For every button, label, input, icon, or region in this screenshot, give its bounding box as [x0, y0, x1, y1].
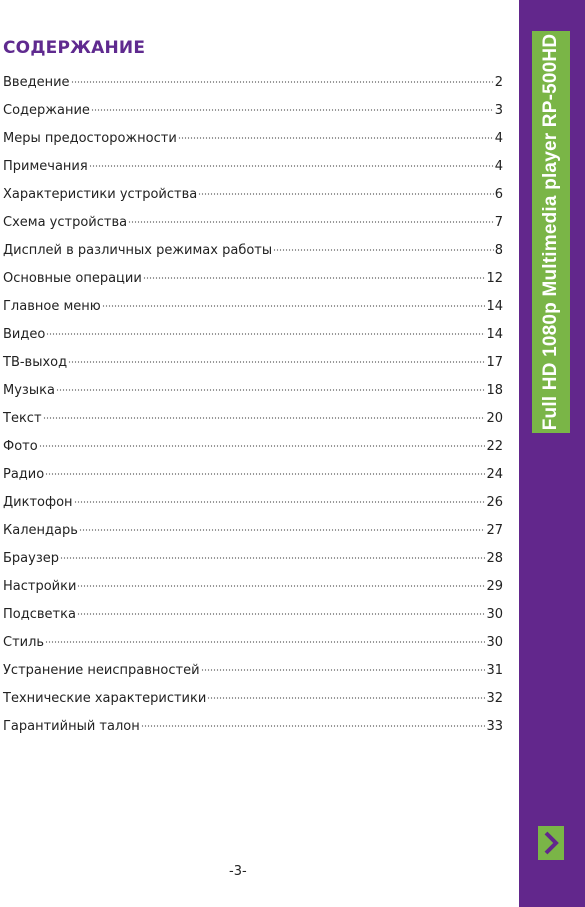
toc-entry-title: Дисплей в различных режимах работы [3, 243, 273, 258]
toc-entry-page-number: 31 [486, 663, 503, 678]
toc-entry-title: Фото [3, 439, 38, 454]
table-of-contents [3, 66, 503, 738]
toc-entry[interactable] [3, 682, 503, 710]
toc-entry-title: Подсветка [3, 607, 76, 622]
toc-entry[interactable] [3, 542, 503, 570]
toc-entry-page-number: 18 [486, 383, 503, 398]
toc-entry-title: Музыка [3, 383, 55, 398]
toc-entry-title: Главное меню [3, 299, 101, 314]
toc-entry-page-number: 22 [486, 439, 503, 454]
toc-entry-title: Текст [3, 411, 42, 426]
toc-entry-page-number: 17 [486, 355, 503, 370]
toc-entry-title: Технические характеристики [3, 691, 207, 706]
toc-entry-page-number: 32 [486, 691, 503, 706]
page-title: СОДЕРЖАНИЕ [3, 38, 146, 58]
toc-entry-title: Настройки [3, 579, 77, 594]
dot-leader [68, 346, 485, 366]
toc-entry-page-number: 33 [486, 719, 503, 734]
dot-leader [141, 710, 486, 730]
chevron-right-icon [541, 829, 561, 857]
dot-leader [74, 486, 486, 506]
toc-entry-page-number: 4 [494, 131, 503, 146]
toc-entry-page-number: 20 [486, 411, 503, 426]
dot-leader [71, 66, 494, 86]
toc-entry[interactable] [3, 122, 503, 150]
dot-leader [89, 150, 494, 170]
toc-entry-title: Примечания [3, 159, 88, 174]
toc-entry[interactable] [3, 598, 503, 626]
toc-entry-page-number: 8 [494, 243, 503, 258]
toc-entry-page-number: 29 [486, 579, 503, 594]
toc-entry[interactable] [3, 654, 503, 682]
toc-entry-page-number: 12 [486, 271, 503, 286]
dot-leader [128, 206, 494, 226]
toc-entry[interactable] [3, 66, 503, 94]
toc-entry-page-number: 27 [486, 523, 503, 538]
toc-entry[interactable] [3, 290, 503, 318]
toc-entry-title: Характеристики устройства [3, 187, 198, 202]
toc-entry[interactable] [3, 570, 503, 598]
toc-entry-title: Меры предосторожности [3, 131, 177, 146]
toc-entry-title: Введение [3, 75, 70, 90]
toc-entry-page-number: 3 [494, 103, 503, 118]
toc-entry[interactable] [3, 150, 503, 178]
toc-entry-page-number: 6 [494, 187, 503, 202]
toc-entry-page-number: 14 [486, 327, 503, 342]
dot-leader [45, 626, 485, 646]
toc-entry-title: Радио [3, 467, 45, 482]
dot-leader [77, 598, 486, 618]
toc-entry-title: ТВ-выход [3, 355, 68, 370]
next-page-button[interactable] [538, 826, 564, 860]
toc-entry-title: Устранение неисправностей [3, 663, 200, 678]
toc-entry-title: Браузер [3, 551, 59, 566]
dot-leader [102, 290, 486, 310]
toc-entry[interactable] [3, 318, 503, 346]
toc-entry[interactable] [3, 430, 503, 458]
dot-leader [178, 122, 494, 142]
dot-leader [91, 94, 494, 114]
toc-entry[interactable] [3, 710, 503, 738]
dot-leader [207, 682, 485, 702]
toc-entry[interactable] [3, 626, 503, 654]
dot-leader [198, 178, 493, 198]
toc-entry-page-number: 26 [486, 495, 503, 510]
toc-entry-title: Гарантийный талон [3, 719, 140, 734]
toc-entry[interactable] [3, 374, 503, 402]
dot-leader [77, 570, 485, 590]
toc-entry-page-number: 28 [486, 551, 503, 566]
toc-entry-title: Содержание [3, 103, 90, 118]
toc-entry-page-number: 2 [494, 75, 503, 90]
toc-entry-page-number: 30 [486, 607, 503, 622]
toc-entry-page-number: 4 [494, 159, 503, 174]
toc-entry-title: Стиль [3, 635, 45, 650]
dot-leader [39, 430, 486, 450]
toc-entry-page-number: 24 [486, 467, 503, 482]
toc-entry[interactable] [3, 262, 503, 290]
toc-entry[interactable] [3, 178, 503, 206]
dot-leader [46, 318, 485, 338]
toc-entry-title: Календарь [3, 523, 78, 538]
toc-entry[interactable] [3, 486, 503, 514]
toc-entry[interactable] [3, 94, 503, 122]
toc-entry[interactable] [3, 458, 503, 486]
toc-entry[interactable] [3, 402, 503, 430]
dot-leader [56, 374, 486, 394]
toc-entry-title: Основные операции [3, 271, 142, 286]
toc-entry-page-number: 14 [486, 299, 503, 314]
dot-leader [79, 514, 486, 534]
dot-leader [45, 458, 485, 478]
toc-entry-page-number: 7 [494, 215, 503, 230]
dot-leader [201, 654, 486, 674]
toc-entry[interactable] [3, 206, 503, 234]
toc-entry[interactable] [3, 346, 503, 374]
dot-leader [143, 262, 486, 282]
toc-entry-title: Видео [3, 327, 46, 342]
page-number: -3- [229, 864, 247, 879]
toc-entry-title: Диктофон [3, 495, 73, 510]
sidebar-product-label: Full HD 1080p Multimedia player RP-500HD [532, 31, 570, 433]
dot-leader [43, 402, 486, 422]
dot-leader [60, 542, 485, 562]
toc-entry[interactable] [3, 514, 503, 542]
toc-entry-page-number: 30 [486, 635, 503, 650]
toc-entry-title: Схема устройства [3, 215, 128, 230]
dot-leader [273, 234, 494, 254]
toc-entry[interactable] [3, 234, 503, 262]
